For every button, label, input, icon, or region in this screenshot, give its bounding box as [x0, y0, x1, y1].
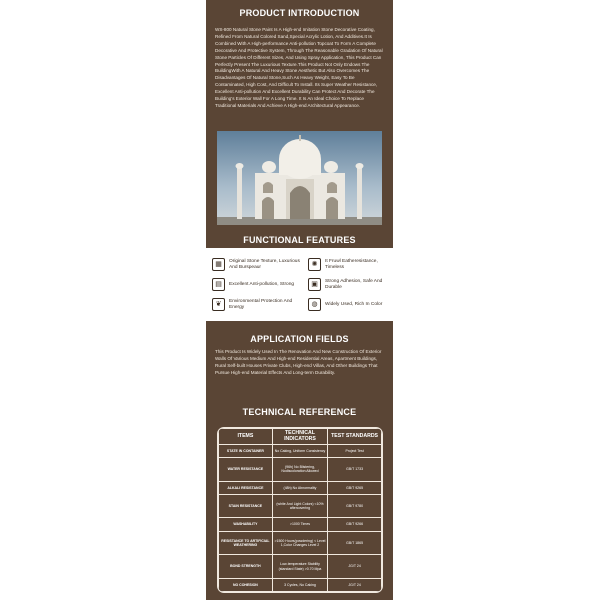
table-cell: GB/T 9265	[328, 481, 382, 494]
feature-item	[212, 258, 302, 271]
technical-reference-table	[217, 427, 383, 593]
table-row	[219, 531, 382, 555]
weather-icon: ✺	[308, 258, 321, 271]
anti-pollution-icon: ▤	[212, 278, 225, 291]
table-cell: GB/T 9266	[328, 518, 382, 531]
stone-texture-icon: ▦	[212, 258, 225, 271]
product-intro-text: WS-800 Natural Stone Paint Is A High-end Imitation Stone Decorative Coating, Refined From Natural Colored Sand,Special Acrylic Lotion, And Additives.It Is Combined With A High-performance Anti-pollution Topcoat To Form A Complete Decorative And Protective System, Through The Reasonable Gradation Of Natural Stone Particles Of Different Sizes, And Using Spray Application, This Product Can Perfectly Present The Luxurious Texture.This Product Not Only Endows The BuildingWith A Natural And Heavy Stone Aesthetic But Also Overcomes The Disadvantages Of Natural Stone,Such As Heavy Weight, Easy To Be Contaminated, High Cost, And Difficult To Install. Its Super Weather Resistance, Excellent Anti-pollution And Excellent Durability Can Protect And Decorate The Building's Exterior Wall For A Long Time. It Is An Ideal Choice To Replace Traditional Materials And Achieve A High-end Architectural Appearance.	[215, 27, 383, 108]
technical-reference-title: TECHNICAL REFERENCE	[242, 407, 357, 417]
table-row	[219, 555, 382, 579]
feature-item	[308, 278, 390, 291]
table-row	[219, 445, 382, 458]
leaf-icon: ❦	[212, 298, 225, 311]
functional-features-title: FUNCTIONAL FEATURES	[243, 235, 356, 245]
table-cell: STATE IN CONTAINER	[219, 445, 273, 458]
functional-features-section	[206, 249, 393, 321]
table-header-row	[219, 429, 382, 445]
feature-item	[308, 258, 390, 271]
table-cell: RESISTANCE TO ARTIFICIAL WEATHERING	[219, 531, 273, 555]
application-section	[206, 321, 393, 600]
product-intro-section	[206, 0, 393, 248]
table-cell: ALKALI RESISTANCE	[219, 481, 273, 494]
table-cell: (96h) No Blistering, Nodiscoloration Allowed	[272, 458, 327, 482]
table-cell: WATER RESISTANCE	[219, 458, 273, 482]
feature-item	[212, 278, 302, 291]
table-cell: GB/T 1733	[328, 458, 382, 482]
table-cell: NO COHESION	[219, 578, 273, 591]
application-fields-title: APPLICATION FIELDS	[250, 334, 349, 344]
table-cell: WASHABILITY	[219, 518, 273, 531]
table-cell: JG/T 24	[328, 555, 382, 579]
table-row	[219, 494, 382, 518]
table-cell: GB/T 1865	[328, 531, 382, 555]
column-header: TECHNICAL INDICATORS	[272, 429, 327, 445]
taj-mahal-photo	[217, 131, 382, 225]
feature-label: Environmental Protection And Energy	[229, 298, 293, 310]
feature-label: Strong Adhesion, Safe And Durable	[325, 278, 383, 290]
application-fields-text: This Product Is Widely Used In The Renovation And New Construction Of Exterior Walls Of Various Medium And High-end Residential Areas, Apartment Buildings, Rural Self-built Houses Private Clubs, High-end Villas, And Other Buildings That Pursue High-end Material Effects And Long-term Durability.	[215, 349, 382, 375]
table-cell: BOND STRENGTH	[219, 555, 273, 579]
table-cell: (white And Light Colors) <10% aftercovering	[272, 494, 327, 518]
table-cell: JG/T 24	[328, 578, 382, 591]
column-header: ITEMS	[219, 429, 273, 445]
table-cell: GB/T 9780	[328, 494, 382, 518]
product-intro-title: PRODUCT INTRODUCTION	[239, 8, 360, 18]
table-row	[219, 518, 382, 531]
table-cell: Low-temperature Stability (standard State) >0.70 Mpa	[272, 555, 327, 579]
feature-label: Widely Used, Rich In Color	[325, 301, 383, 307]
feature-label: Original Stone Texture, Luxurious And Burspeaur	[229, 258, 300, 270]
feature-item	[212, 298, 302, 311]
adhesion-icon: ▣	[308, 278, 321, 291]
table-row	[219, 481, 382, 494]
column-header: TEST STANDARDS	[328, 429, 382, 445]
table-row	[219, 458, 382, 482]
table-cell: >1500 Hours(powdering) < Level 1,Color Changes Level 2	[272, 531, 327, 555]
table-cell: No Caking, Uniform Consistency	[272, 445, 327, 458]
table-cell: >1000 Times	[272, 518, 327, 531]
feature-item	[308, 298, 390, 311]
table-cell: (48h) No Abnormality	[272, 481, 327, 494]
table-cell: STAIN RESISTANCE	[219, 494, 273, 518]
table-cell: 3 Cycles, No Caking	[272, 578, 327, 591]
feature-label: Excellent Anti-pollution, Strong	[229, 281, 295, 287]
feature-label: It Fruwl Eatheresistance, Timeless	[325, 258, 378, 270]
table-row	[219, 578, 382, 591]
palette-icon: ◍	[308, 298, 321, 311]
table-cell: Project Test	[328, 445, 382, 458]
